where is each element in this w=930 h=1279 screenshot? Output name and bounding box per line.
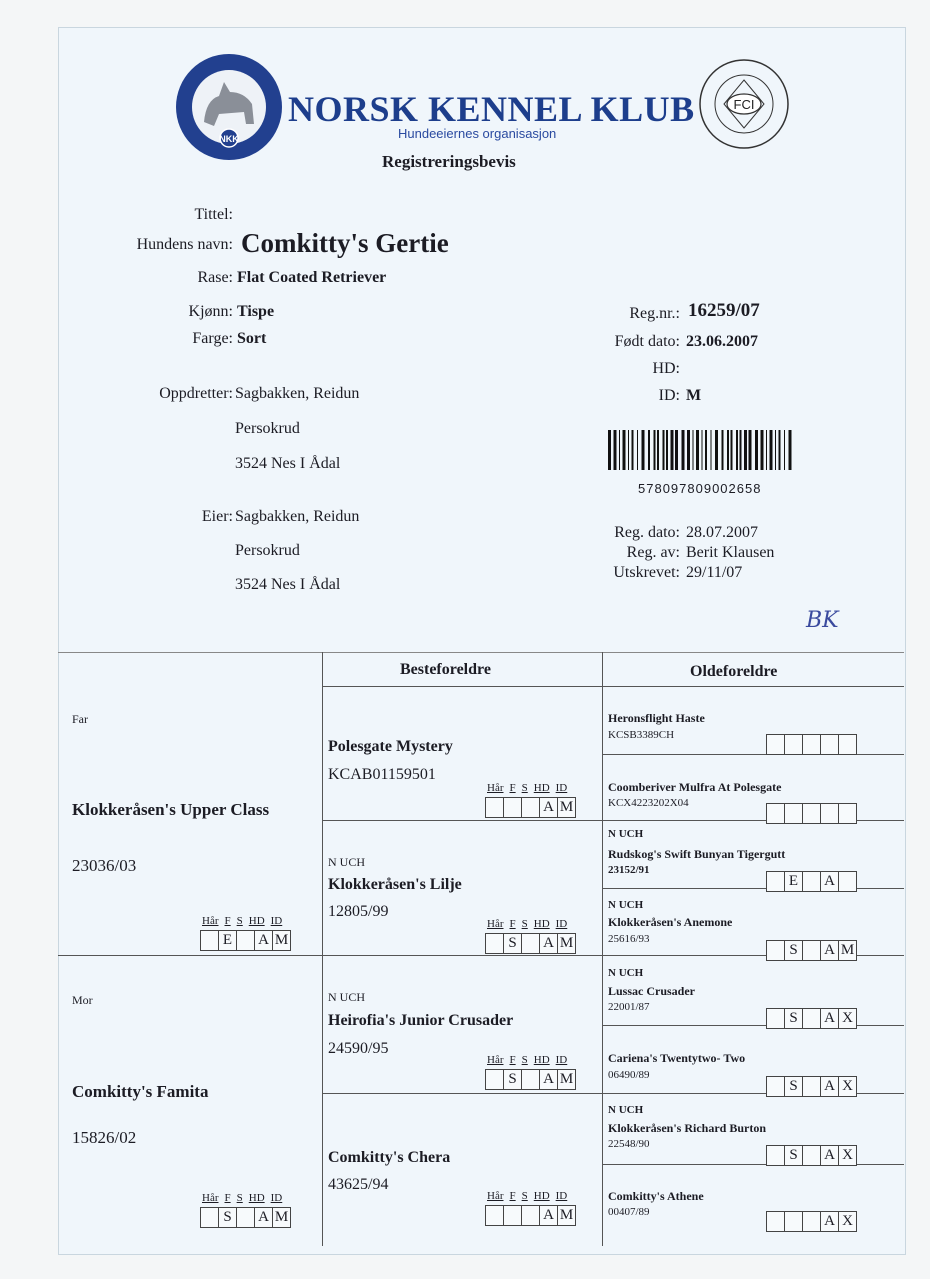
document-title: Registreringsbevis [382,152,516,171]
grandparent-title: N UCH [328,990,366,1004]
great-grandparent-reg: 00407/89 [608,1206,650,1218]
health-box-cell [803,1146,821,1165]
barcode-bar [722,430,724,470]
health-box-row [766,734,857,755]
health-box-cell [201,1208,219,1227]
owner-line3: 3524 Nes I Ådal [235,576,341,593]
great-grandparent-name: Rudskog's Swift Bunyan Tigergutt [608,847,786,861]
health-box-cell [821,804,839,823]
health-box-row [766,1145,857,1166]
barcode-bar [696,430,699,470]
mother-reg: 15826/02 [72,1128,137,1147]
health-box-cell: S [785,1009,803,1028]
health-box-cell [237,931,255,950]
health-box-cell [522,1070,540,1089]
health-box-cell [767,1146,785,1165]
health-box-cell: E [219,931,237,950]
barcode-bar [705,430,707,470]
health-box-cell: M [559,799,574,815]
barcode-bar [675,430,678,470]
great-grandparent-name: Cariena's Twentytwo- Two [608,1051,746,1065]
health-box-cell: E [785,872,803,891]
pedigree-header-rule [322,686,904,687]
health-box-header-hd: HD [533,782,550,794]
health-box-cell [522,1206,540,1225]
barcode-bar [749,430,752,470]
great-grandparent-name: Klokkeråsen's Richard Burton [608,1121,767,1135]
health-box-header-har: Hår [202,1192,219,1204]
grandparent-reg: 24590/95 [328,1040,389,1057]
health-box-header-id: ID [270,1192,283,1204]
health-box-cell: A [540,798,558,817]
health-box-cell [767,1009,785,1028]
printed-value: 29/11/07 [686,564,743,581]
health-box-cell: S [785,1146,803,1165]
fci-seal-logo [698,58,790,150]
regdate-value: 28.07.2007 [686,524,758,541]
health-box-cell [803,804,821,823]
health-box-header-id: ID [555,1190,568,1202]
health-box-cell [839,872,856,891]
health-box-cell: A [540,1206,558,1225]
health-box-cell: A [821,1146,839,1165]
health-box-cell: S [504,934,522,953]
sex-value: Tispe [237,303,275,320]
sex-label: Kjønn: [188,303,233,320]
pedigree-ggp-rule-4 [602,1164,904,1165]
health-box-header-f: F [509,918,516,930]
health-box-row [200,1207,291,1228]
barcode-bar [642,430,645,470]
great-grandparents-heading: Oldeforeldre [690,663,778,680]
health-box-header-f: F [224,1192,231,1204]
health-box-cell [785,1212,803,1231]
great-grandparent-reg: 22001/87 [608,1001,650,1013]
grandparent-reg: KCAB01159501 [328,766,436,783]
health-box-cell: M [559,935,574,951]
barcode-bar [779,430,781,470]
breed-label: Rase: [197,269,233,286]
health-box-cell: S [219,1208,237,1227]
health-box-cell [504,1206,522,1225]
barcode-bar [761,430,764,470]
pedigree-ggp-rule-3 [602,1025,904,1026]
barcode-bar [702,430,703,470]
health-box-cell [803,735,821,754]
health-box-header-f: F [509,1054,516,1066]
barcode-bar [623,430,626,470]
health-box-header-har: Hår [202,915,219,927]
grandparent-name: Comkitty's Chera [328,1149,451,1166]
great-grandparent-reg: KCSB3389CH [608,729,675,741]
id-value: M [686,387,702,404]
health-box-cell [767,1077,785,1096]
printed-label: Utskrevet: [613,564,680,581]
grandparent-title: N UCH [328,855,366,869]
health-box-cell [486,1206,504,1225]
mother-name: Comkitty's Famita [72,1082,209,1101]
health-box-cell [767,735,785,754]
health-box-row [766,871,857,892]
health-box-cell [821,735,839,754]
signature: BK [806,608,839,633]
barcode-bar [775,430,776,470]
svg-text:FCI: FCI [733,97,755,112]
health-box-cell: X [842,1213,853,1229]
health-box-row [766,1008,857,1029]
color-label: Farge: [192,330,233,347]
barcode-bar [628,430,629,470]
health-box-cell: A [821,872,839,891]
barcode-bar [632,430,634,470]
barcode-bar [731,430,733,470]
health-box-header [487,1190,573,1202]
grandparent-name: Klokkeråsen's Lilje [328,876,462,893]
health-box-cell [767,872,785,891]
barcode-bar [648,430,650,470]
health-box-cell [803,941,821,960]
health-box-cell: M [274,1209,289,1225]
health-box-header-s: S [521,782,528,794]
great-grandparent-name: Coomberiver Mulfra At Polesgate [608,780,782,794]
health-box-cell: X [842,1078,853,1094]
health-box-header [202,915,288,927]
health-box-row [766,1211,857,1232]
grandparent-reg: 12805/99 [328,903,389,920]
pedigree-divider-2 [602,652,603,1246]
barcode-bar [619,430,620,470]
color-value: Sort [237,330,267,347]
health-box-header-s: S [236,915,243,927]
health-box-cell: A [821,1077,839,1096]
health-box-cell: S [785,1077,803,1096]
health-box-cell: M [840,942,855,958]
id-label: ID: [658,387,680,404]
barcode-bar [687,430,690,470]
organization-name: NORSK KENNEL KLUB [288,89,695,129]
breeder-label: Oppdretter: [159,385,233,402]
barcode-bar [784,430,785,470]
health-box-header [487,918,573,930]
grandparents-heading: Besteforeldre [400,661,491,678]
great-grandparent-title: N UCH [608,899,644,911]
regdate-label: Reg. dato: [614,524,680,541]
health-box-header-har: Hår [487,1190,504,1202]
born-label: Født dato: [614,333,680,350]
health-box-cell [839,735,856,754]
health-box-header-f: F [224,915,231,927]
health-box-cell: A [540,1070,558,1089]
barcode-bar [663,430,665,470]
barcode-bar [755,430,758,470]
great-grandparent-title: N UCH [608,1104,644,1116]
health-box-cell [785,735,803,754]
health-box-cell: A [540,934,558,953]
health-box-header-har: Hår [487,1054,504,1066]
owner-line1: Sagbakken, Reidun [235,508,360,525]
great-grandparent-reg: 25616/93 [608,933,650,945]
father-name: Klokkeråsen's Upper Class [72,800,270,819]
health-box-header-hd: HD [533,1190,550,1202]
barcode-number: 578097809002658 [638,481,762,496]
barcode-bar [693,430,694,470]
barcode-bar [671,430,674,470]
svg-text:NKK: NKK [219,134,239,144]
health-box-cell [522,934,540,953]
regby-value: Berit Klausen [686,544,775,561]
great-grandparent-name: Heronsflight Haste [608,711,705,725]
grandparent-name: Heirofia's Junior Crusader [328,1012,514,1029]
health-box-row [766,803,857,824]
pedigree-divider-1 [322,652,323,1246]
great-grandparent-reg: 22548/90 [608,1138,650,1150]
health-box-header-s: S [521,1054,528,1066]
health-box-cell [486,798,504,817]
health-box-header [487,1054,573,1066]
health-box-header-s: S [521,1190,528,1202]
great-grandparent-reg: KCX4223202X04 [608,797,689,809]
health-box-row [485,933,576,954]
health-box-header-hd: HD [533,1054,550,1066]
health-box-cell [504,798,522,817]
barcode-bar [657,430,659,470]
father-reg: 23036/03 [72,856,137,875]
barcode-bar [770,430,773,470]
health-box-header-id: ID [555,918,568,930]
health-box-header-f: F [509,782,516,794]
health-box-cell: A [255,1208,273,1227]
health-box-cell [803,1009,821,1028]
health-box-header-s: S [521,918,528,930]
dog-name-label: Hundens navn: [136,236,233,253]
pedigree-ggp-rule-2 [602,888,904,889]
health-box-header-s: S [236,1192,243,1204]
health-box-header-har: Hår [487,918,504,930]
health-box-cell: S [504,1070,522,1089]
pedigree-ggp-rule-1 [602,754,904,755]
barcode-bar [789,430,792,470]
health-box-row [485,1205,576,1226]
great-grandparent-title: N UCH [608,967,644,979]
great-grandparent-reg: 23152/91 [608,864,650,876]
regnr-value: 16259/07 [688,300,760,321]
health-box-header-id: ID [270,915,283,927]
health-box-header-id: ID [555,1054,568,1066]
barcode-bar [608,430,611,470]
breeder-line1: Sagbakken, Reidun [235,385,360,402]
born-value: 23.06.2007 [686,333,758,350]
barcode-bar [666,430,668,470]
nkk-seal-logo [174,52,284,162]
great-grandparent-name: Comkitty's Athene [608,1189,704,1203]
barcode-bar [766,430,767,470]
pedigree-top-border [58,652,904,653]
hd-label: HD: [652,360,680,377]
health-box-header-har: Hår [487,782,504,794]
health-box-cell [839,804,856,823]
health-box-cell [486,1070,504,1089]
health-box-cell: M [559,1207,574,1223]
health-box-header-hd: HD [533,918,550,930]
barcode-bar [654,430,656,470]
great-grandparent-name: Lussac Crusader [608,984,696,998]
health-box-header [202,1192,288,1204]
great-grandparent-title: N UCH [608,828,644,840]
barcode-bar [682,430,685,470]
grandparent-name: Polesgate Mystery [328,738,453,755]
health-box-cell: X [842,1010,853,1026]
health-box-cell: S [785,941,803,960]
great-grandparent-name: Klokkeråsen's Anemone [608,915,733,929]
barcode [608,430,792,470]
health-box-cell [803,872,821,891]
regnr-label: Reg.nr.: [629,305,680,322]
health-box-cell: A [821,1212,839,1231]
health-box-cell: A [821,1009,839,1028]
grandparent-reg: 43625/94 [328,1176,389,1193]
barcode-bar [711,430,712,470]
health-box-cell: X [842,1147,853,1163]
barcode-bar [637,430,638,470]
health-box-row [200,930,291,951]
organization-subtitle: Hundeeiernes organisasjon [398,126,557,141]
health-box-cell: M [559,1071,574,1087]
health-box-cell: A [255,931,273,950]
health-box-cell [767,941,785,960]
health-box-cell [237,1208,255,1227]
health-box-cell [486,934,504,953]
breeder-line3: 3524 Nes I Ådal [235,455,341,472]
barcode-bar [740,430,742,470]
breeder-line2: Persokrud [235,420,300,437]
owner-label: Eier: [201,508,233,525]
health-box-row [766,1076,857,1097]
owner-line2: Persokrud [235,542,300,559]
health-box-cell [803,1077,821,1096]
health-box-cell [201,931,219,950]
health-box-cell [785,804,803,823]
health-box-row [766,940,857,961]
health-box-cell: A [821,941,839,960]
barcode-bar [736,430,738,470]
health-box-cell [767,1212,785,1231]
barcode-bar [727,430,729,470]
health-box-row [485,1069,576,1090]
health-box-cell [522,798,540,817]
health-box-header-f: F [509,1190,516,1202]
great-grandparent-reg: 06490/89 [608,1069,650,1081]
health-box-header-hd: HD [248,1192,265,1204]
health-box-header-id: ID [555,782,568,794]
health-box-row [485,797,576,818]
health-box-cell [767,804,785,823]
barcode-bar [715,430,718,470]
mother-role-label: Mor [72,993,93,1007]
regby-label: Reg. av: [626,544,680,561]
health-box-header [487,782,573,794]
father-role-label: Far [72,712,88,726]
barcode-bar [614,430,617,470]
health-box-header-hd: HD [248,915,265,927]
title-label: Tittel: [194,206,233,223]
health-box-cell: M [274,932,289,948]
breed-value: Flat Coated Retriever [237,269,387,286]
barcode-bar [744,430,747,470]
certificate-sheet [58,27,906,1255]
health-box-cell [803,1212,821,1231]
dog-name-value: Comkitty's Gertie [241,228,449,258]
